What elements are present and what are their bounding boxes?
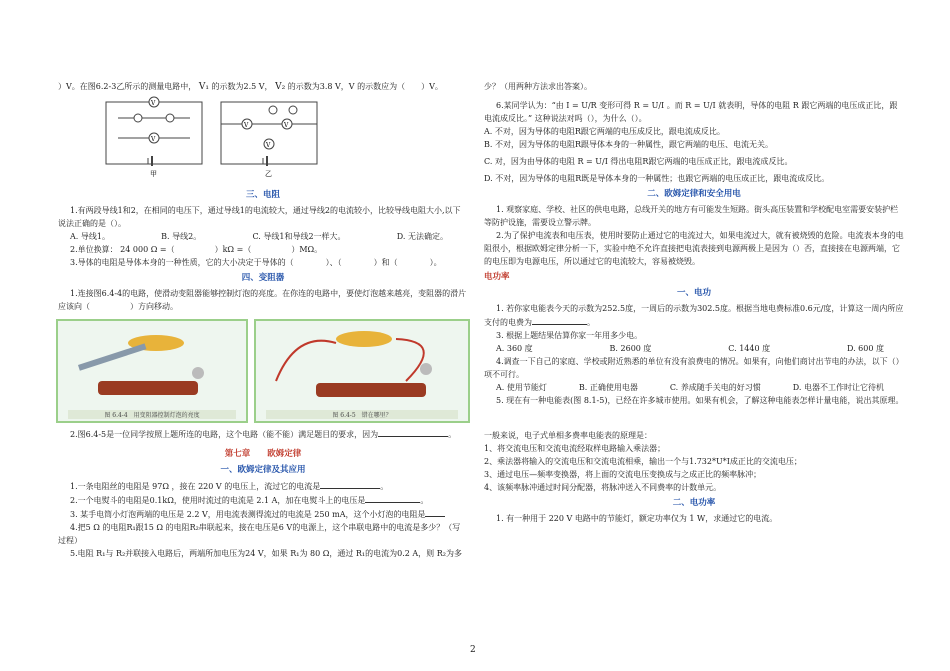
option-a: A. 360 度	[496, 344, 533, 353]
question-ohm-5-cont: 少？（用两种方法求出答案）。	[484, 82, 592, 91]
section-rheostat-title: 四、变阻器	[241, 273, 285, 283]
q6-option-a: A. 不对，因为导体的电阻R跟它两端的电压成反比，跟电流成反比。	[484, 127, 725, 136]
svg-text:V: V	[151, 136, 156, 143]
question-resistance-1: 1.有两段导线1和2，在相同的电压下，通过导线1的电流较大，通过导线2的电流较小，比较导线电阻大小,以下说法正确的是（）。	[58, 206, 461, 228]
chapter-7-title: 第七章 欧姆定律	[224, 449, 302, 459]
q-voltmeter-line: ）V。在图6.2-3乙所示的测量电路中， V₁ 的示数为2.5 V， V₂ 的示数为3.8 V，V 的示数应为（ ）V。	[58, 82, 443, 92]
option-c: C. 1440 度	[728, 344, 771, 353]
q6-option-c: C. 对，因为由导体的电阻 R = U/I 得出电阻R跟它两端的电压成正比，跟电流成反比。	[484, 157, 793, 166]
option-d: D. 电器不工作时让它待机	[792, 383, 884, 392]
rheostat-circuit-image	[58, 321, 246, 421]
section-resistance-title: 三、电阻	[245, 190, 280, 200]
question-power-1: 1. 有一种用于 220 V 电路中的节能灯，额定功率仅为 1 W，求通过它的电流。	[496, 514, 778, 523]
svg-text:V: V	[151, 100, 156, 107]
question-ohm-2: 2.一个电熨斗的电阻是0.1kΩ，使用时流过的电流是 2.1 A，加在电熨斗上的电压是 。	[58, 493, 468, 507]
question-ohm-3: 3. 某手电筒小灯泡两端的电压是 2.2 V，用电流表测得流过的电流是 250 mA，这个小灯泡的电阻是	[58, 507, 468, 521]
question-work-4-options	[484, 381, 904, 394]
question-ohm-5: 5.电阻 R₁与 R₂并联接入电路后，两端所加电压为24 V，如果 R₁为 80 Ω，通过 R₁的电流为0.2 A，则 R₂为多	[70, 549, 462, 558]
question-ohm-6: 6.某同学认为：“由 I = U/R 变形可得 R = U/I 。而 R = U/I 就表明，导体的电阻 R 跟它两端的电压成正比，跟电流成反比。” 这种说法对吗（），为什么（）。	[484, 101, 898, 123]
circuit-figures	[58, 94, 468, 186]
question-resistance-factors: 3.导体的电阻是导体本身的一种性质，它的大小决定于导体的（ ）、（ ）和（ ）。	[70, 258, 442, 267]
circuit-label-b: 乙	[265, 170, 272, 178]
question-unit-conversion: 2.单位换算： 24 000 Ω =（ ）kΩ =（ ）MΩ。	[70, 245, 323, 254]
question-work-3-options	[484, 342, 904, 355]
question-rheostat-2: 2.图6.4-5是一位同学按照上题所连的电路，这个电路（能不能）满足题目的要求，因为 。	[58, 427, 468, 441]
question-resistance-1-options	[58, 230, 468, 243]
question-work-4: 4.调查一下自己的家庭、学校或附近熟悉的单位有没有浪费电的情况。如果有，向他们商讨出节电的办法，以下（）项不可行。	[484, 357, 904, 379]
meter-principle-2: 2、乘法器将输入的交流电压和交流电流相乘，输出一个与1.732*U*I成正比的交流电压；	[484, 457, 802, 466]
question-ohm-1: 1.一条电阻丝的电阻是 97Ω ，接在 220 V 的电压上，流过它的电流是 。	[58, 479, 468, 493]
option-b: B. 2600 度	[609, 344, 652, 353]
question-ohm-4: 4.把5 Ω 的电阻R₁跟15 Ω 的电阻R₂串联起来，接在电压是6 V的电源上，这个串联电路中的电流是多少？（写过程）	[58, 523, 461, 545]
option-b: B. 导线2。	[161, 232, 202, 241]
circuit-diagram-b	[213, 96, 325, 178]
meter-principle-3: 3、通过电压—频率变换器，将上面的交流电压变换成与之成正比的频率脉冲；	[484, 470, 762, 479]
question-rheostat-1: 1.连接图6.4-4的电路，使滑动变阻器能够控制灯泡的亮度。在你连的电路中，要使灯泡越来越亮，变阻器的滑片应该向（ ）方向移动。	[58, 289, 467, 311]
figure-caption-6-4-5: 图 6.4-5 错在哪里？	[266, 410, 458, 419]
section-safety-title: 二、欧姆定律和安全用电	[647, 189, 741, 199]
section-power-title: 二、电功率	[672, 498, 716, 508]
rheostat-photos	[58, 319, 468, 421]
safety-paragraph-1: 1. 观察家庭、学校、社区的供电电路，总线开关的地方有可能发生短路。街头高压装置和学校配电室需要安装护栏等防护设施，需要设立警示牌。	[484, 205, 899, 227]
option-a: A. 导线1。	[70, 232, 110, 241]
option-b: B. 正确使用电器	[578, 383, 638, 392]
left-column	[58, 80, 468, 560]
meter-principle-4: 4、该频率脉冲通过时间分配器，将脉冲送入不同费率的计数单元。	[484, 483, 722, 492]
q6-option-b: B. 不对，因为导体的电阻R跟导体本身的一种属性，跟它两端的电压、电流无关。	[484, 140, 773, 149]
figure-caption-6-4-4: 图 6.4-4 用变阻器控制灯泡的亮度	[68, 410, 236, 419]
rheostat-wrong-circuit-image	[256, 321, 468, 421]
question-work-5: 5. 现在有一种电能表(图 8.1-5)，已经在许多城市使用。如果有机会，了解这种电能表怎样计量电能，说出其原理。	[496, 396, 904, 405]
q6-option-d: D. 不对，因为导体的电阻R既是导体本身的一种属性；也跟它两端的电压成正比，跟电流成反比。	[484, 174, 830, 183]
meter-principle-intro: 一般来说，电子式单相多费率电能表的原理是：	[484, 431, 652, 440]
svg-text:V: V	[266, 142, 271, 149]
svg-text:V: V	[284, 122, 289, 129]
right-column	[484, 80, 904, 525]
svg-text:V: V	[244, 122, 249, 129]
v2-symbol: V₂	[275, 82, 286, 92]
photo-fig-6-4-5	[254, 319, 470, 423]
option-c: C. 导线1和导线2一样大。	[252, 232, 346, 241]
option-d: D. 600 度	[846, 344, 884, 353]
page-number: 2	[470, 645, 476, 655]
section-electric-work-title: 一、电功	[676, 288, 711, 298]
photo-fig-6-4-4	[56, 319, 248, 423]
option-c: C. 养成随手关电的好习惯	[669, 383, 761, 392]
question-work-3: 3. 根据上题结果估算你家一年用多少电。	[496, 331, 643, 340]
electric-power-title: 电功率	[484, 272, 510, 282]
question-work-1: 1. 若你家电能表今天的示数为252.5度，一周后的示数为302.5度。根据当地电费标准0.6元/度，计算这一周内所应支付的电费为 。	[484, 304, 904, 327]
safety-paragraph-2: 2.为了保护电流表和电压表，使用时要防止通过它的电流过大，如果电流过大，就有被烧毁的危险。电流表本身的电阻很小，根据欧姆定律分析一下，实验中绝不允许直接把电流表接到电源两极上是因为（）否，直接接在电源两端，它的电压即为电源电压，所以通过它的电流较大，容易被烧毁。	[484, 231, 904, 266]
circuit-label-a: 甲	[150, 170, 157, 178]
v1-symbol: V₁	[198, 82, 209, 92]
circuit-diagram-a	[98, 96, 210, 178]
option-a: A. 使用节能灯	[496, 383, 547, 392]
section-ohms-law-title: 一、欧姆定律及其应用	[220, 465, 306, 475]
option-d: D. 无法确定。	[396, 232, 448, 241]
meter-principle-1: 1、将交流电压和交流电流经取样电路输入乘法器；	[484, 444, 666, 453]
